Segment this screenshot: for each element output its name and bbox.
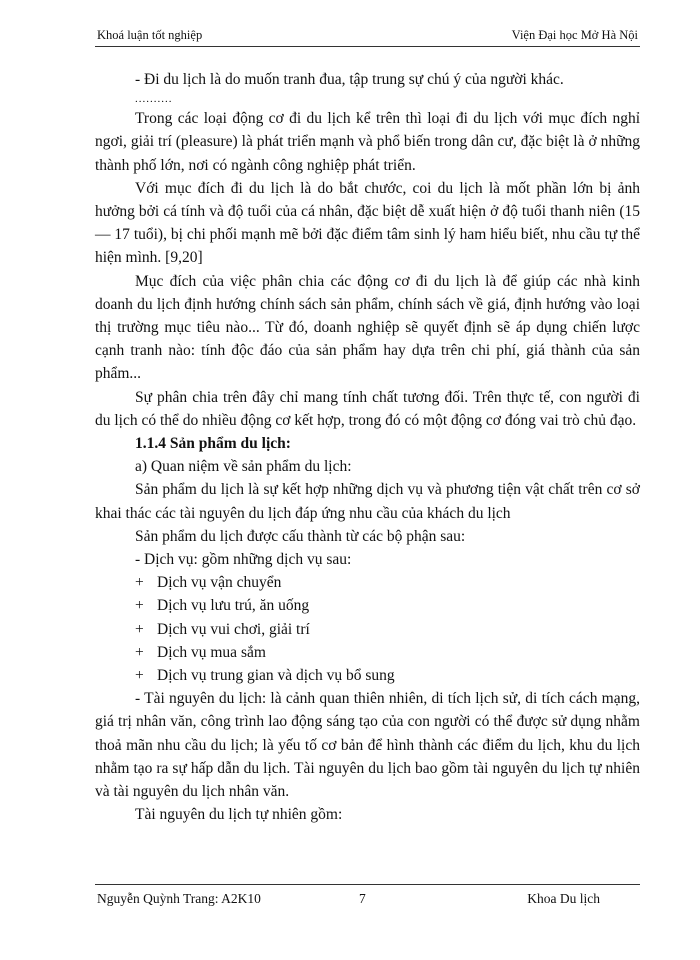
service-item: Dịch vụ vận chuyển	[157, 574, 282, 592]
plus-marker: +	[135, 574, 144, 592]
footer-faculty: Khoa Du lịch	[527, 891, 600, 906]
header-institution: Viện Đại học Mở Hà Nội	[511, 28, 638, 42]
page-number: 7	[359, 891, 366, 906]
section-heading: 1.1.4 Sản phẩm du lịch:	[135, 435, 291, 453]
list-item	[95, 571, 640, 594]
plus-marker: +	[135, 620, 144, 638]
paragraph-1: Trong các loại động cơ đi du lịch kể trên thì loại đi du lịch với mục đích nghỉ ngơi, giải trí (pleasure) là phát triển mạnh và phổ biến trong dân cư, đặc biệt là ở những thành phố lớn, nơi có ngành công nghiệp phát triển.	[95, 110, 640, 174]
paragraph-2: Với mục đích đi du lịch là do bắt chước, coi du lịch là mốt phần lớn bị ảnh hưởng bởi cá tính và độ tuổi của cá nhân, đặc biệt dễ xuất hiện ở độ tuổi thanh niên (15 — 17 tuổi), bị chi phối mạnh mẽ bởi đặc điểm tâm sinh lý ham hiểu biết, nhu cầu tự thể hiện mình. [9,20]	[95, 179, 640, 267]
list-item	[95, 594, 640, 617]
list-item	[95, 664, 640, 687]
paragraph-6: Sản phẩm du lịch được cấu thành từ các bộ phận sau:	[135, 527, 466, 545]
footer-author: Nguyễn Quỳnh Trang: A2K10	[97, 891, 261, 906]
bullet-line: - Đi du lịch là do muốn tranh đua, tập trung sự chú ý của người khác.	[135, 71, 564, 88]
services-line: - Dịch vụ: gồm những dịch vụ sau:	[135, 551, 352, 569]
ellipsis-dots: ..........	[135, 93, 173, 106]
subheading: a) Quan niệm về sản phẩm du lịch:	[135, 458, 352, 476]
service-item: Dịch vụ vui chơi, giải trí	[157, 620, 310, 638]
list-item	[95, 641, 640, 664]
paragraph-4: Sự phân chia trên đây chỉ mang tính chất tương đối. Trên thực tế, con người đi du lịch có thể do nhiều động cơ kết hợp, trong đó có một động cơ đóng vai trò chủ đạo.	[95, 388, 640, 429]
plus-marker: +	[135, 597, 144, 615]
header-thesis-title: Khoá luận tốt nghiệp	[97, 28, 203, 42]
paragraph-7: - Tài nguyên du lịch: là cảnh quan thiên nhiên, di tích lịch sử, di tích cách mạng, giá trị nhân văn, công trình lao động sáng tạo của con người có thể được sử dụng nhằm thoả mãn nhu cầu du lịch; là yếu tố cơ bản để hình thành các điểm du lịch, khu du lịch nhằm tạo ra sự hấp dẫn du lịch. Tài nguyên du lịch bao gồm tài nguyên du lịch tự nhiên và tài nguyên du lịch nhân văn.	[95, 690, 640, 801]
page-body	[95, 68, 640, 827]
page-header	[95, 28, 640, 47]
service-item: Dịch vụ mua sắm	[157, 643, 266, 661]
paragraph-3: Mục đích của việc phân chia các động cơ đi du lịch là để giúp các nhà kinh doanh du lịch định hướng chính sách sản phẩm, chính sách về giá, định hướng vào loại thị trường mục tiêu nào... Từ đó, doanh nghiệp sẽ quyết định sẽ áp dụng chiến lược cạnh tranh nào: tính độc đáo của sản phẩm hay dựa trên chi phí, giá thành của sản phẩm...	[95, 272, 640, 383]
paragraph-5: Sản phẩm du lịch là sự kết hợp những dịch vụ và phương tiện vật chất trên cơ sở khai thác các tài nguyên du lịch đáp ứng nhu cầu của khách du lịch	[95, 481, 640, 522]
page-footer	[95, 884, 640, 909]
plus-marker: +	[135, 643, 144, 661]
list-item	[95, 618, 640, 641]
paragraph-8: Tài nguyên du lịch tự nhiên gồm:	[135, 806, 343, 824]
plus-marker: +	[135, 667, 144, 685]
service-item: Dịch vụ trung gian và dịch vụ bổ sung	[157, 667, 395, 685]
service-item: Dịch vụ lưu trú, ăn uống	[157, 597, 310, 615]
